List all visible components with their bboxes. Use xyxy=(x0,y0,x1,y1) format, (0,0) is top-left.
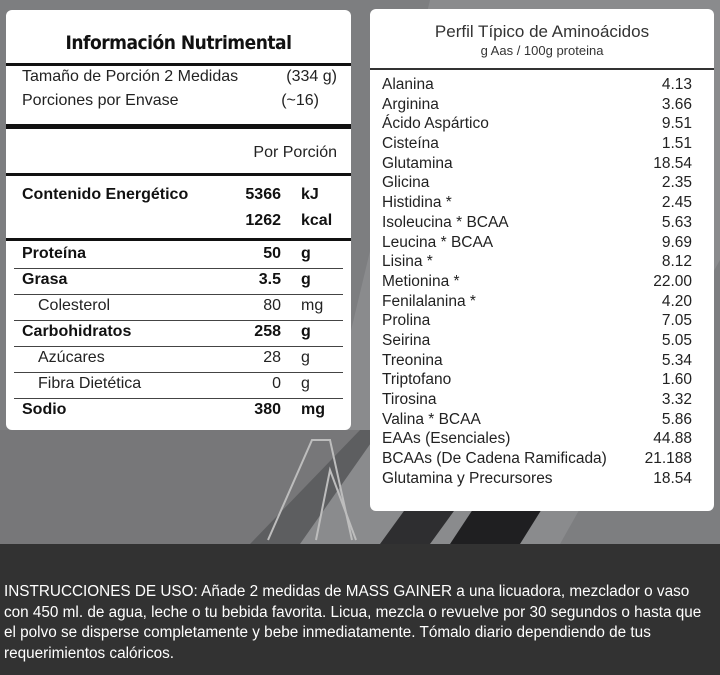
amino-title: Perfil Típico de Aminoácidos xyxy=(434,22,650,41)
amino-value: 8.12 xyxy=(661,253,692,271)
divider xyxy=(14,294,343,295)
amino-value: 18.54 xyxy=(653,154,692,172)
divider xyxy=(14,320,343,321)
per-serving-header: Por Porción xyxy=(253,144,337,161)
amino-value: 1.60 xyxy=(661,371,692,389)
amino-row xyxy=(382,96,692,116)
amino-value: 5.63 xyxy=(661,213,692,231)
amino-row xyxy=(382,371,692,391)
fat-value: 3.5 xyxy=(258,271,281,288)
divider xyxy=(370,68,714,70)
servings-row xyxy=(22,92,337,110)
amino-row xyxy=(382,312,692,332)
amino-value: 22.00 xyxy=(653,272,692,290)
amino-name: Treonina xyxy=(382,351,443,369)
divider xyxy=(6,173,351,176)
servings-label: Porciones por Envase xyxy=(22,92,179,109)
carbs-label: Carbohidratos xyxy=(22,323,132,340)
divider xyxy=(14,268,343,269)
energy-kcal-unit: kcal xyxy=(301,212,333,229)
serving-size-row xyxy=(22,68,337,86)
fat-row xyxy=(22,271,337,291)
amino-row xyxy=(382,332,692,352)
amino-row xyxy=(382,194,692,214)
nutrition-facts-panel xyxy=(6,10,351,430)
amino-row xyxy=(382,352,692,372)
amino-name: EAAs (Esenciales) xyxy=(382,430,511,448)
cholesterol-unit: mg xyxy=(301,297,324,314)
amino-value: 9.69 xyxy=(661,233,692,251)
amino-name: Tirosina xyxy=(382,391,437,408)
amino-acid-profile-panel xyxy=(370,9,714,511)
energy-kcal-value: 1262 xyxy=(245,212,281,229)
amino-name: Prolina xyxy=(382,312,431,330)
fiber-value: 0 xyxy=(272,375,281,392)
amino-row xyxy=(382,253,692,273)
amino-row xyxy=(382,430,692,450)
divider xyxy=(6,238,351,241)
amino-name: Alanina xyxy=(382,76,434,93)
amino-row xyxy=(382,234,692,254)
energy-kcal-row xyxy=(22,212,337,232)
protein-label: Proteína xyxy=(22,245,87,262)
divider xyxy=(14,346,343,347)
amino-name: Metionina * xyxy=(382,272,460,290)
divider xyxy=(6,63,351,66)
amino-value: 2.45 xyxy=(661,194,692,212)
cholesterol-label: Colesterol xyxy=(38,297,111,314)
amino-name: BCAAs (De Cadena Ramificada) xyxy=(382,450,607,468)
amino-name: Seirina xyxy=(382,331,431,349)
fiber-unit: g xyxy=(301,375,310,392)
amino-row xyxy=(382,214,692,234)
sugars-row xyxy=(22,349,337,369)
protein-row xyxy=(22,245,337,265)
amino-name: Triptofano xyxy=(382,371,452,389)
amino-value: 3.66 xyxy=(661,95,692,113)
amino-value: 44.88 xyxy=(653,430,692,448)
amino-value: 4.20 xyxy=(661,292,692,310)
serving-size-label: Tamaño de Porción 2 Medidas xyxy=(22,68,239,85)
energy-kj-value: 5366 xyxy=(245,186,281,203)
amino-value: 7.05 xyxy=(661,312,692,330)
sodium-label: Sodio xyxy=(22,401,67,418)
divider-thick xyxy=(6,124,351,129)
amino-value: 9.51 xyxy=(661,115,692,133)
amino-value: 3.32 xyxy=(661,391,692,408)
nutrition-title: Información Nutrimental xyxy=(65,32,292,54)
amino-row xyxy=(382,293,692,313)
carbs-row xyxy=(22,323,337,343)
amino-name: Glutamina y Precursores xyxy=(382,469,553,487)
carbs-unit: g xyxy=(301,323,311,340)
amino-row xyxy=(382,391,692,411)
amino-name: Glicina xyxy=(382,174,430,192)
amino-name: Valina * BCAA xyxy=(382,410,481,428)
amino-list xyxy=(382,76,692,489)
amino-name: Glutamina xyxy=(382,154,453,172)
divider xyxy=(14,398,343,399)
amino-row xyxy=(382,174,692,194)
amino-name: Fenilalanina * xyxy=(382,292,476,310)
serving-size-value: (334 g) xyxy=(286,68,337,85)
amino-name: Isoleucina * BCAA xyxy=(382,213,509,231)
sodium-row xyxy=(22,401,337,421)
amino-value: 21.188 xyxy=(644,450,692,468)
sugars-value: 28 xyxy=(263,349,281,366)
amino-row xyxy=(382,411,692,431)
sugars-label: Azúcares xyxy=(38,349,105,366)
amino-row xyxy=(382,470,692,490)
amino-name: Ácido Aspártico xyxy=(382,115,489,133)
energy-kj-unit: kJ xyxy=(301,186,319,203)
sodium-value: 380 xyxy=(254,401,281,418)
amino-row xyxy=(382,155,692,175)
cholesterol-value: 80 xyxy=(263,297,281,314)
energy-kj-row xyxy=(22,186,337,206)
amino-row xyxy=(382,115,692,135)
protein-value: 50 xyxy=(263,245,281,262)
fat-label: Grasa xyxy=(22,271,68,288)
amino-row xyxy=(382,450,692,470)
servings-value: (~16) xyxy=(281,92,319,109)
fat-unit: g xyxy=(301,271,311,288)
amino-value: 1.51 xyxy=(661,135,692,153)
sodium-unit: mg xyxy=(301,401,325,418)
divider xyxy=(14,372,343,373)
fiber-label: Fibra Dietética xyxy=(38,375,142,392)
usage-instructions: INSTRUCCIONES DE USO: Añade 2 medidas de MASS GAINER a una licuadora, mezclador o vaso con 450 ml. de agua, leche o tu bebida favorita. Licua, mezcla o revuelve por 30 segundos o hasta que el polvo se disperse completamente y bebe inmediatamente. Tómalo diario dependiendo de tus requerimientos calóricos. xyxy=(4,583,702,662)
protein-unit: g xyxy=(301,245,311,262)
sugars-unit: g xyxy=(301,349,310,366)
amino-value: 18.54 xyxy=(653,469,692,487)
amino-value: 2.35 xyxy=(661,174,692,192)
energy-label: Contenido Energético xyxy=(22,186,189,203)
amino-name: Arginina xyxy=(382,95,439,113)
cholesterol-row xyxy=(22,297,337,317)
amino-row xyxy=(382,135,692,155)
amino-value: 5.34 xyxy=(661,351,692,369)
amino-value: 5.05 xyxy=(661,331,692,349)
amino-name: Leucina * BCAA xyxy=(382,233,494,251)
amino-value: 5.86 xyxy=(661,410,692,428)
amino-row xyxy=(382,76,692,96)
amino-name: Lisina * xyxy=(382,253,433,271)
carbs-value: 258 xyxy=(254,323,281,340)
amino-value: 4.13 xyxy=(661,76,692,93)
amino-name: Cisteína xyxy=(382,135,439,153)
amino-subtitle: g Aas / 100g proteina xyxy=(480,43,604,58)
amino-name: Histidina * xyxy=(382,194,452,212)
amino-row xyxy=(382,273,692,293)
fiber-row xyxy=(22,375,337,395)
